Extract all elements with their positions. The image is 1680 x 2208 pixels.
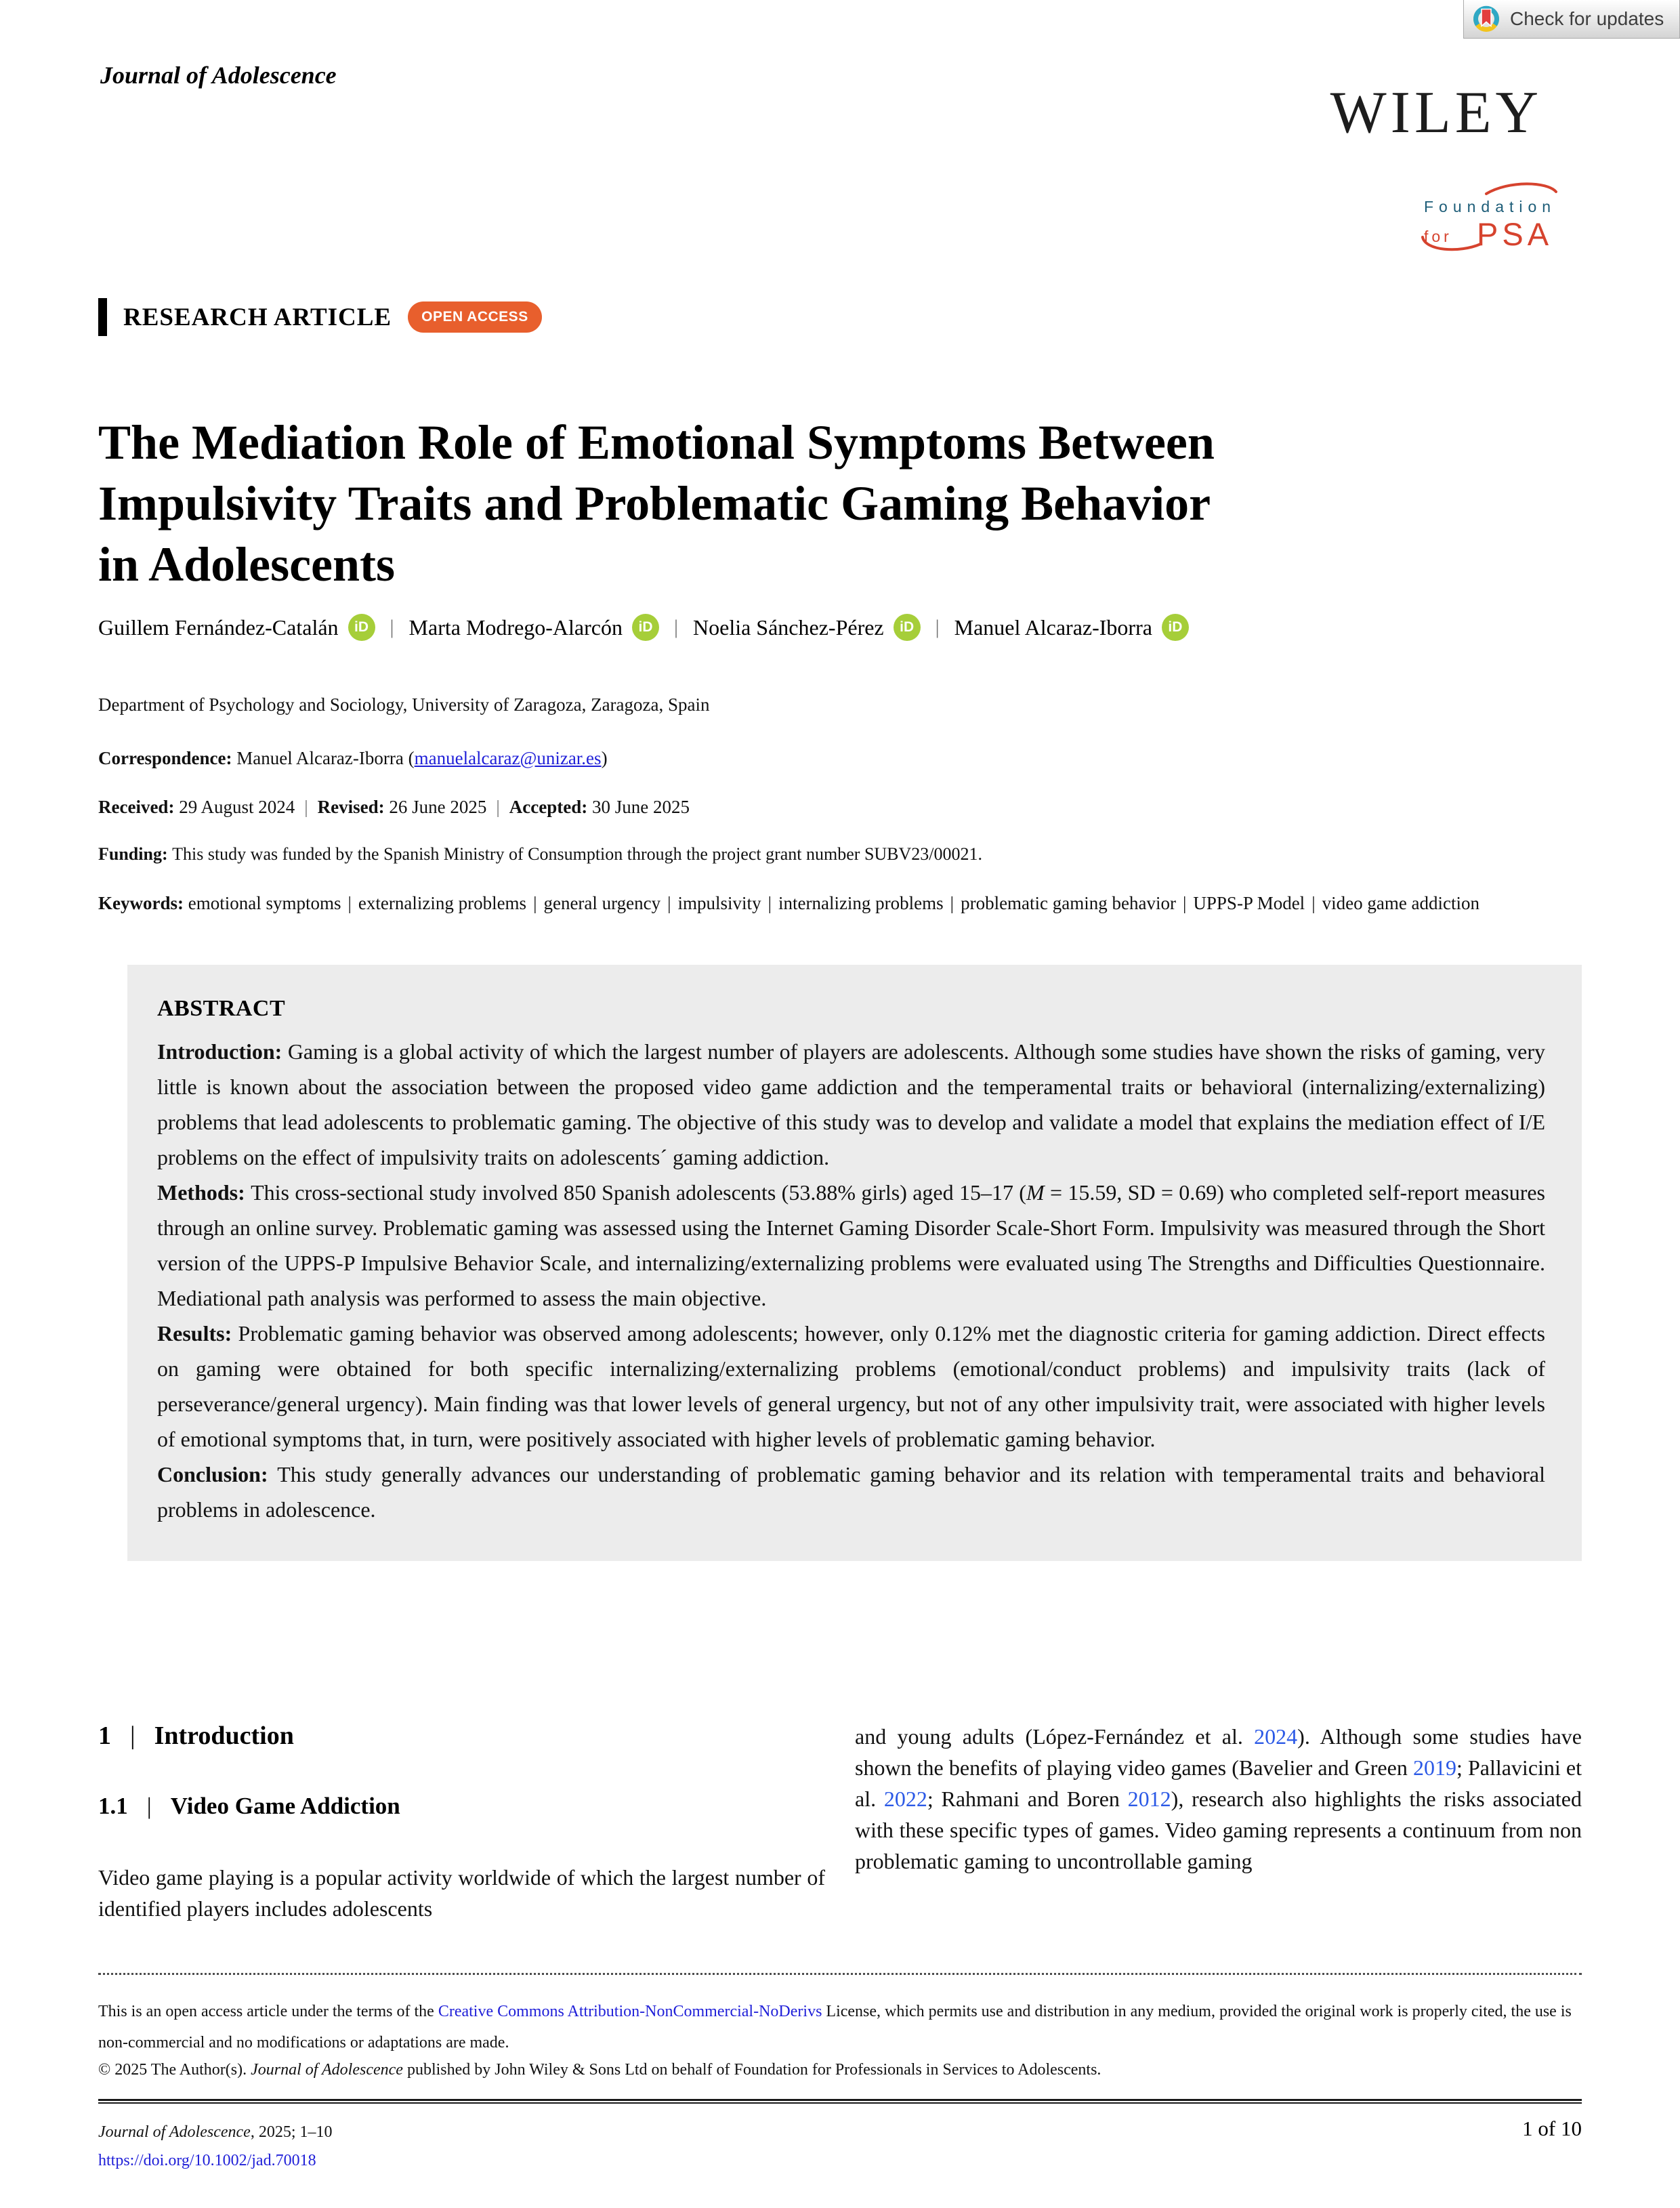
inline-link[interactable]: 2024 [1254, 1724, 1298, 1749]
text-segment: Funding: [98, 844, 173, 864]
text-segment: Methods: [157, 1180, 251, 1205]
abstract-paragraph [157, 1175, 1545, 1316]
text-segment: This cross-sectional study involved 850 Spanish adolescents (53.88% girls) aged 15–17 ( [251, 1180, 1026, 1205]
keyword: internalizing problems [778, 893, 944, 913]
text-segment: Conclusion: [157, 1462, 278, 1486]
separator: | [768, 893, 772, 913]
separator: | [130, 1722, 135, 1750]
text-segment: , 2025; 1–10 [250, 2123, 333, 2141]
section-number: 1.1 [98, 1793, 128, 1819]
doi-link[interactable]: https://doi.org/10.1002/jad.70018 [98, 2152, 316, 2169]
keyword: video game addiction [1322, 893, 1480, 913]
article-type-label: RESEARCH ARTICLE [123, 303, 392, 331]
text-segment: Journal of Adolescence [98, 2123, 251, 2141]
author-name: Marta Modrego-Alarcón [408, 615, 623, 640]
date-value: 30 June 2025 [591, 797, 690, 817]
abstract-body [157, 1034, 1545, 1527]
body-paragraph: Video game playing is a popular activity worldwide of which the largest number of identified players includes adolescents [98, 1865, 825, 1921]
text-segment: and young adults (López-Fernández et al. [855, 1724, 1255, 1749]
right-column [855, 1721, 1582, 1924]
inline-link[interactable]: 2019 [1412, 1755, 1456, 1780]
license-text [98, 1996, 1582, 2058]
text-segment: = 15.59, SD = 0.69) who completed self-report measures through an online survey. Problematic gaming was assessed using the Internet Gaming Disorder Scale-Short Form. Impulsivity was measured through the Short version of the UPPS-P Impulsive Behavior Scale, and internalizing/externalizing problems were evaluated using The Strengths and Difficulties Questionnaire. Mediational path analysis was performed to assess the main objective. [157, 1180, 1546, 1310]
text-segment: Results: [157, 1321, 238, 1346]
keyword: UPPS-P Model [1193, 893, 1305, 913]
date-value: 26 June 2025 [389, 797, 487, 817]
keyword: general urgency [543, 893, 661, 913]
section-title: Introduction [154, 1722, 294, 1750]
history-dates-line [98, 797, 1582, 818]
psa-abbr-text: PSA [1477, 216, 1553, 252]
double-rule-divider [98, 2099, 1582, 2104]
title-line: in Adolescents [98, 537, 396, 591]
wiley-logo: WILEY [1330, 80, 1542, 146]
separator: | [673, 616, 678, 638]
separator: | [667, 893, 671, 913]
date-label: Accepted: [509, 797, 592, 817]
separator: | [935, 616, 940, 638]
author-list [98, 614, 1189, 641]
inline-link[interactable]: 2012 [1127, 1787, 1171, 1811]
text-segment: Introduction: [157, 1039, 288, 1064]
page-indicator: 1 of 10 [1522, 2117, 1582, 2140]
title-line: The Mediation Role of Emotional Symptoms Between [98, 415, 1215, 470]
abstract-paragraph [157, 1457, 1545, 1527]
text-segment: Problematic gaming behavior was observed among adolescents; however, only 0.12% met the diagnostic criteria for gaming addiction. Direct effects on gaming were obtained for both specific internalizing/externalizing problems (emotional/conduct problems) and impulsivity traits (lack of perseverance/general urgency). Main finding was that lower levels of general urgency, but not of any other impulsivity trait, were associated with higher levels of emotional symptoms that, in turn, were positively associated with higher levels of problematic gaming behavior. [157, 1321, 1546, 1451]
separator: | [348, 893, 352, 913]
text-segment: Manuel Alcaraz-Iborra ( [236, 748, 415, 768]
author-name: Manuel Alcaraz-Iborra [954, 615, 1152, 640]
text-segment: ), research also highlights the risks associated with these specific types of games. Video gaming represents a continuum from non problematic gaming to uncontrollable gaming [855, 1787, 1582, 1873]
correspondence-line [98, 748, 1582, 769]
orcid-icon[interactable]: iD [1162, 614, 1189, 641]
funding-line [98, 844, 1582, 865]
separator: | [390, 616, 394, 638]
journal-citation-text [98, 2118, 333, 2146]
dotted-divider [98, 1973, 1582, 1975]
kicker-row [98, 298, 542, 336]
abstract-paragraph [157, 1034, 1545, 1175]
affiliation: Department of Psychology and Sociology, University of Zaragoza, Zaragoza, Spain [98, 694, 710, 715]
date-label: Revised: [317, 797, 390, 817]
separator: | [1311, 893, 1316, 913]
copyright-text [98, 2061, 1582, 2079]
check-for-updates-icon [1472, 5, 1500, 33]
journal-citation [98, 2118, 333, 2175]
text-segment: This is an open access article under the terms of the [98, 2003, 438, 2020]
author-name: Noelia Sánchez-Pérez [693, 615, 884, 640]
text-segment: © 2025 The Author(s). [98, 2061, 251, 2079]
journal-name: Journal of Adolescence [100, 62, 337, 89]
body-columns [98, 1721, 1582, 1924]
separator: | [950, 893, 954, 913]
text-segment: ; Pallavicini et al. [855, 1755, 1582, 1811]
text-segment: Correspondence: [98, 748, 237, 768]
text-segment: ). Although some studies have shown the benefits of playing video games (Bavelier and Green [855, 1724, 1582, 1780]
separator: | [1182, 893, 1187, 913]
inline-link[interactable]: Creative Commons Attribution-NonCommercial-NoDerivs [438, 2003, 822, 2020]
keywords-label: Keywords: [98, 893, 188, 913]
inline-link[interactable]: manuelalcaraz@unizar.es [414, 748, 602, 768]
author-name: Guillem Fernández-Catalán [98, 615, 339, 640]
separator: | [304, 797, 308, 817]
text-segment: published by John Wiley & Sons Ltd on behalf of Foundation for Professionals in Services to Adolescents. [402, 2061, 1101, 2079]
abstract-paragraph [157, 1316, 1545, 1457]
page-title [98, 412, 1494, 595]
separator: | [496, 797, 500, 817]
text-segment: ; Rahmani and Boren [927, 1787, 1128, 1811]
section-number: 1 [98, 1722, 111, 1750]
check-for-updates-label: Check for updates [1510, 8, 1664, 29]
separator: | [146, 1793, 152, 1819]
date-label: Received: [98, 797, 180, 817]
open-access-badge: OPEN ACCESS [408, 301, 542, 333]
text-segment: Journal of Adolescence [251, 2061, 403, 2079]
body-paragraph [855, 1721, 1582, 1877]
psa-for-text: for [1424, 228, 1452, 245]
orcid-icon[interactable]: iD [632, 614, 659, 641]
kicker-bar [98, 298, 107, 336]
inline-link[interactable]: 2022 [883, 1787, 927, 1811]
abstract-box [127, 965, 1582, 1561]
text-segment: This study was funded by the Spanish Ministry of Consumption through the project grant number SUBV23/00021. [172, 844, 983, 864]
title-line: Impulsivity Traits and Problematic Gaming Behavior [98, 476, 1211, 530]
psa-foundation-text: Foundation [1424, 198, 1557, 215]
keyword: externalizing problems [358, 893, 527, 913]
text-segment: ) [601, 748, 608, 768]
date-value: 29 August 2024 [179, 797, 295, 817]
subsection-heading-video-game-addiction [98, 1793, 825, 1820]
keyword: emotional symptoms [188, 893, 341, 913]
section-title: Video Game Addiction [170, 1793, 400, 1819]
text-segment: Gaming is a global activity of which the largest number of players are adolescents. Although some studies have shown the risks of gaming, very little is known about the association between the proposed video game addiction and the temperamental traits or behavioral (internalizing/externalizing) problems that lead adolescents to problematic gaming. The objective of this study was to develop and validate a model that explains the mediation effect of I/E problems on the effect of impulsivity traits on adolescents´ gaming addiction. [157, 1039, 1546, 1169]
text-segment: License, which permits use and distribution in any medium, provided the original work is properly cited, the use is non-commercial and no modifications or adaptations are made. [98, 2003, 1572, 2051]
keyword: problematic gaming behavior [961, 893, 1176, 913]
text-segment: M [1026, 1180, 1045, 1205]
text-segment: This study generally advances our understanding of problematic gaming behavior and its relation with temperamental traits and behavioral problems in adolescence. [157, 1462, 1546, 1522]
abstract-heading: ABSTRACT [157, 996, 286, 1021]
left-column [98, 1721, 825, 1924]
keyword: impulsivity [677, 893, 761, 913]
orcid-icon[interactable]: iD [348, 614, 375, 641]
orcid-icon[interactable]: iD [894, 614, 921, 641]
check-for-updates-button[interactable] [1463, 0, 1680, 39]
psa-foundation-logo [1421, 180, 1558, 255]
keywords-line [98, 888, 1582, 919]
separator: | [533, 893, 537, 913]
section-heading-introduction [98, 1721, 825, 1751]
